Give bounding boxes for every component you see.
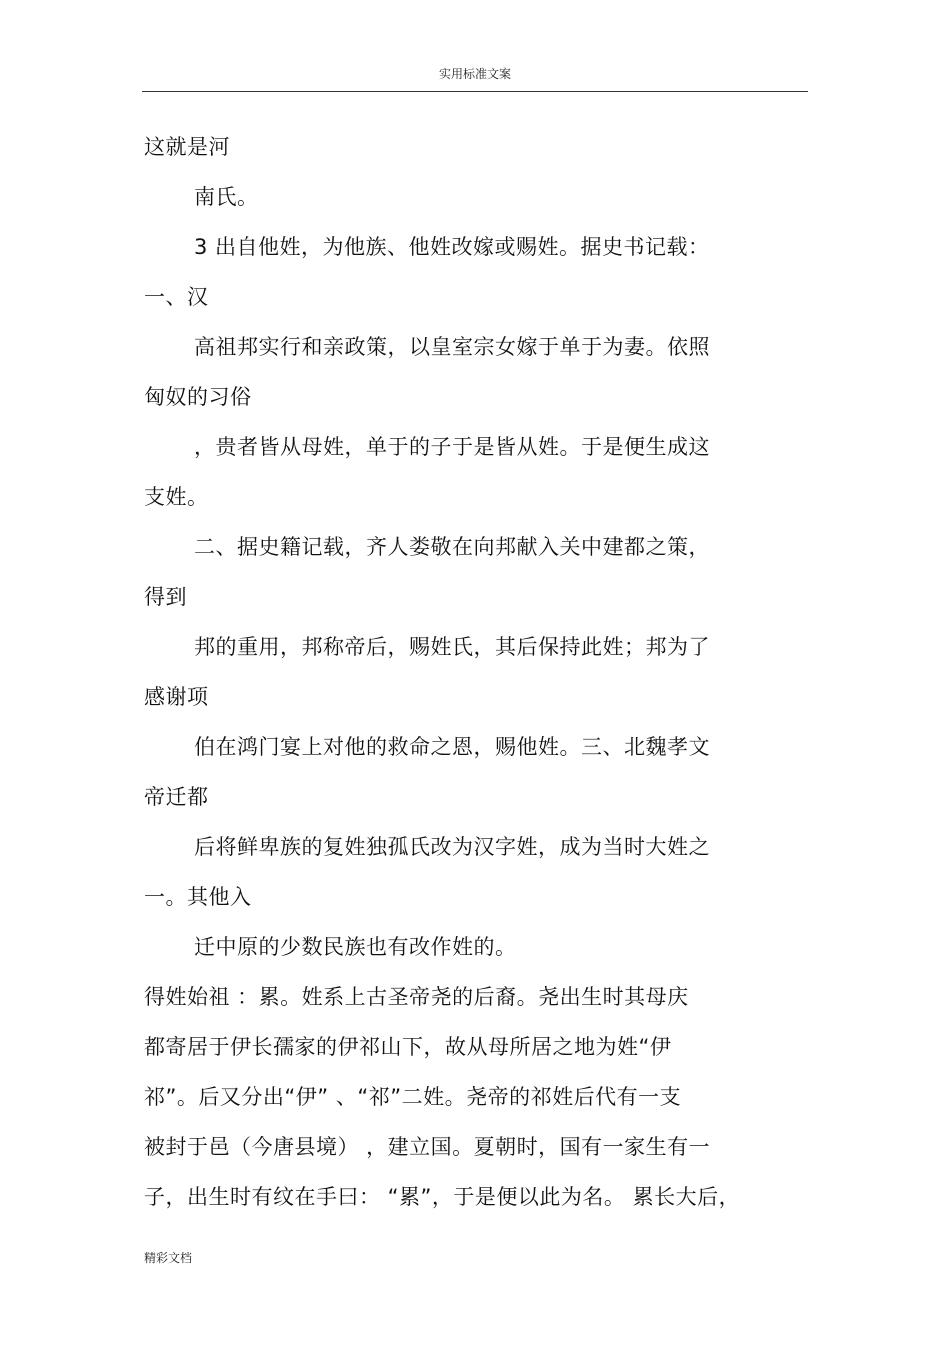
page-footer: 精彩文档: [144, 1251, 193, 1265]
text-line: 后将鲜卑族的复姓独孤氏改为汉字姓，成为当时大姓之: [194, 835, 710, 859]
text-line: 感谢项: [144, 685, 209, 709]
text-line: 高祖邦实行和亲政策，以皇室宗女嫁于单于为妻。依照: [194, 335, 710, 359]
text-line: 帝迁都: [144, 785, 209, 809]
text-line: 祁”。后又分出“伊” 、“祁”二姓。尧帝的祁姓后代有一支: [144, 1085, 682, 1109]
text-line: 迁中原的少数民族也有改作姓的。: [194, 935, 517, 959]
text-line: 支姓。: [144, 485, 209, 509]
text-line: 被封于邑（今唐县境） ，建立国。夏朝时，国有一家生有一: [144, 1135, 711, 1159]
text-line: 3 出自他姓，为他族、他姓改嫁或赐姓。据史书记载：: [194, 235, 710, 259]
text-line: 得姓始祖 ：累。姓系上古圣帝尧的后裔。尧出生时其母庆: [144, 985, 689, 1009]
text-line: 一。其他入: [144, 885, 252, 909]
text-line: 匈奴的习俗: [144, 385, 252, 409]
page-header: 实用标准文案: [438, 67, 511, 81]
text-line: 南氏。: [194, 185, 259, 209]
text-line: 邦的重用，邦称帝后，赐姓氏，其后保持此姓；邦为了: [194, 635, 710, 659]
text-line: 得到: [144, 585, 187, 609]
text-line: ，贵者皆从母姓，单于的子于是皆从姓。于是便生成这: [194, 435, 710, 459]
text-line: 都寄居于伊长孺家的伊祁山下，故从母所居之地为姓“伊: [144, 1035, 672, 1059]
text-line: 一、汉: [144, 285, 209, 309]
text-line: 二、据史籍记载，齐人娄敬在向邦献入关中建都之策，: [194, 535, 710, 559]
text-line: 伯在鸿门宴上对他的救命之恩，赐他姓。三、北魏孝文: [194, 735, 710, 759]
text-line: 子，出生时有纹在手曰： “累”，于是便以此为名。 累长大后，: [144, 1185, 741, 1209]
text-line: 这就是河: [144, 135, 230, 159]
header-divider: [142, 91, 808, 92]
